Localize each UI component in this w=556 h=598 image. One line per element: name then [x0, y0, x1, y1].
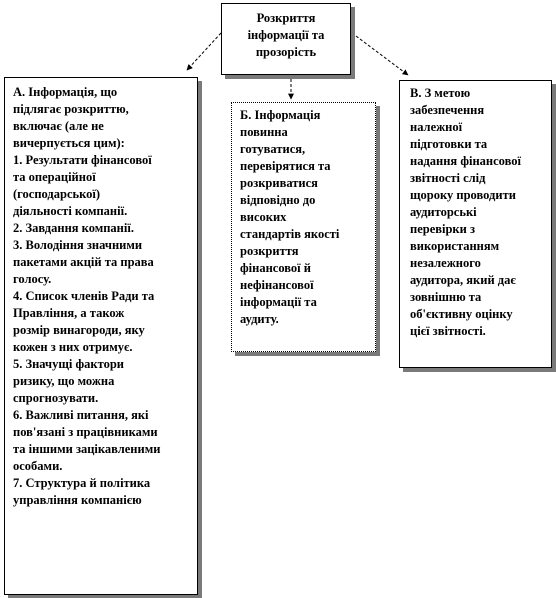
- box-a-line: включає (але не: [13, 119, 104, 133]
- box-a-line: особами.: [13, 459, 63, 473]
- box-c-line: аудитора, який дає: [410, 273, 516, 287]
- box-a-line: вичерпується цим):: [13, 136, 125, 150]
- box-b-line: інформації та: [240, 295, 317, 309]
- box-b-line: готуватися,: [240, 142, 306, 156]
- box-a-line: та іншими зацікавленими: [13, 442, 161, 456]
- box-c-line: використанням: [410, 239, 500, 253]
- box-b-standards: [231, 102, 376, 352]
- box-c-line: незалежного: [410, 256, 481, 270]
- box-a-line: 4. Список членів Ради та: [13, 289, 155, 303]
- box-a-line: кожен з них отримує.: [13, 340, 133, 354]
- box-c-line: В. З метою: [410, 86, 471, 100]
- box-c-line: щороку проводити: [410, 188, 516, 202]
- box-c-line: аудиторські: [410, 205, 477, 219]
- box-b-line: аудиту.: [240, 312, 279, 326]
- arrow-to-box-c: [352, 33, 408, 75]
- box-b-line: перевірятися та: [240, 159, 331, 173]
- box-a-information-disclosed: [4, 77, 198, 595]
- box-a-line: ризику, що можна: [13, 374, 115, 388]
- box-c-line: забезпечення: [410, 103, 485, 117]
- box-b-line: розкриття: [240, 244, 299, 258]
- box-c-line: перевірки з: [410, 222, 475, 236]
- box-a-line: 2. Завдання компанії.: [13, 221, 134, 235]
- top-box-line: Розкриття: [256, 11, 316, 25]
- box-c-line: зовнішню та: [410, 290, 482, 304]
- box-a-line: 3. Володіння значними: [13, 238, 143, 252]
- top-box-line: прозорість: [255, 45, 317, 59]
- box-a-line: 6. Важливі питання, які: [13, 408, 149, 422]
- box-a-line: управління компанією: [13, 493, 142, 507]
- box-a-line: А. Інформація, що: [13, 85, 118, 99]
- top-box-line: інформації та: [247, 28, 325, 42]
- box-b-line: Б. Інформація: [240, 108, 321, 122]
- box-a-line: та операційної: [13, 170, 96, 184]
- box-a-line: спрогнозувати.: [13, 391, 99, 405]
- box-b-line: високих: [240, 210, 287, 224]
- box-c-line: належної: [410, 120, 463, 134]
- box-a-line: пов'язані з працівниками: [13, 425, 158, 439]
- box-a-line: діяльності компанії.: [13, 204, 128, 218]
- box-b-line: повинна: [240, 125, 288, 139]
- box-c-audit: [399, 80, 552, 368]
- arrow-to-box-a: [187, 33, 221, 70]
- box-a-line: підлягає розкриттю,: [13, 102, 129, 116]
- box-c-line: підготовки та: [410, 137, 488, 151]
- box-a-line: 5. Значущі фактори: [13, 357, 124, 371]
- box-c-line: цієї звітності.: [410, 324, 486, 338]
- box-a-line: Правління, а також: [13, 306, 125, 320]
- box-a-line: розмір винагороди, яку: [13, 323, 145, 337]
- disclosure-transparency-box: [221, 3, 351, 75]
- box-b-line: розкриватися: [240, 176, 318, 190]
- box-a-line: пакетами акцій та права: [13, 255, 154, 269]
- box-a-line: голосу.: [13, 272, 52, 286]
- box-b-line: фінансової й: [240, 261, 311, 275]
- box-b-line: стандартів якості: [240, 227, 340, 241]
- box-b-line: відповідно до: [240, 193, 316, 207]
- box-b-line: нефінансової: [240, 278, 314, 292]
- box-a-line: (господарської): [13, 187, 101, 201]
- box-c-line: надання фінансової: [410, 154, 521, 168]
- box-c-line: звітності слід: [410, 171, 486, 185]
- box-a-line: 1. Результати фінансової: [13, 153, 152, 167]
- box-a-line: 7. Структура й політика: [13, 476, 151, 490]
- box-c-line: об'єктивну оцінку: [410, 307, 513, 321]
